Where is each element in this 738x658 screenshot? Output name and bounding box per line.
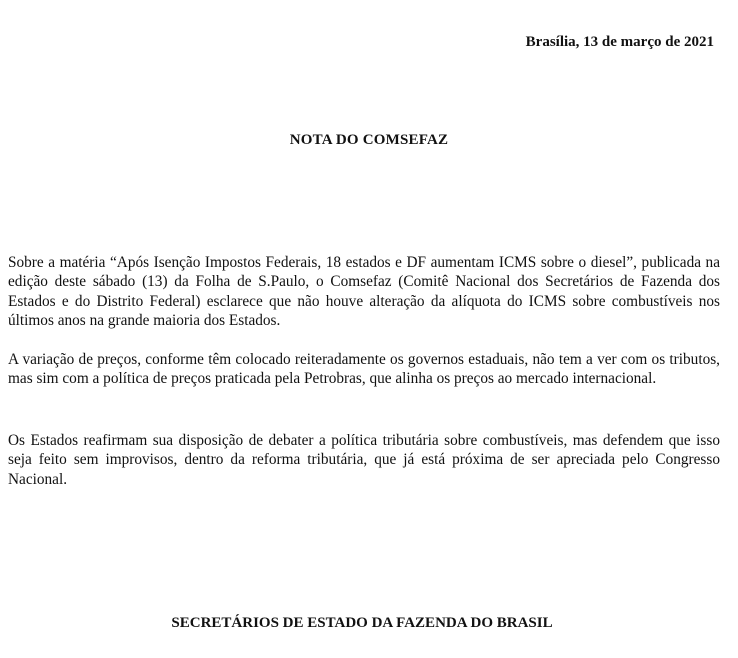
date-line: Brasília, 13 de março de 2021: [525, 34, 714, 50]
paragraph-1: Sobre a matéria “Após Isenção Impostos Federais, 18 estados e DF aumentam ICMS sobre o diesel”, publicada na edição deste sábado (13) da Folha de S.Paulo, o Comsefaz (Comitê Nacional dos Secretários de Fazenda dos Estados e do Distrito Federal) esclarece que não houve alteração da alíquota do ICMS sobre combustíveis nos últimos anos na grande maioria dos Estados.: [8, 254, 720, 329]
document-title: NOTA DO COMSEFAZ: [289, 132, 449, 148]
paragraph-2: A variação de preços, conforme têm colocado reiteradamente os governos estaduais, não tem a ver com os tributos, mas sim com a política de preços praticada pela Petrobras, que alinha os preços ao mercado internacional.: [8, 351, 720, 388]
signature-line: SECRETÁRIOS DE ESTADO DA FAZENDA DO BRASIL: [171, 615, 553, 631]
paragraph-3: Os Estados reafirmam sua disposição de debater a política tributária sobre combustíveis, mas defendem que isso seja feito sem improvisos, dentro da reforma tributária, que já está próxima de ser apreciada pelo Congresso Nacional.: [8, 432, 720, 488]
